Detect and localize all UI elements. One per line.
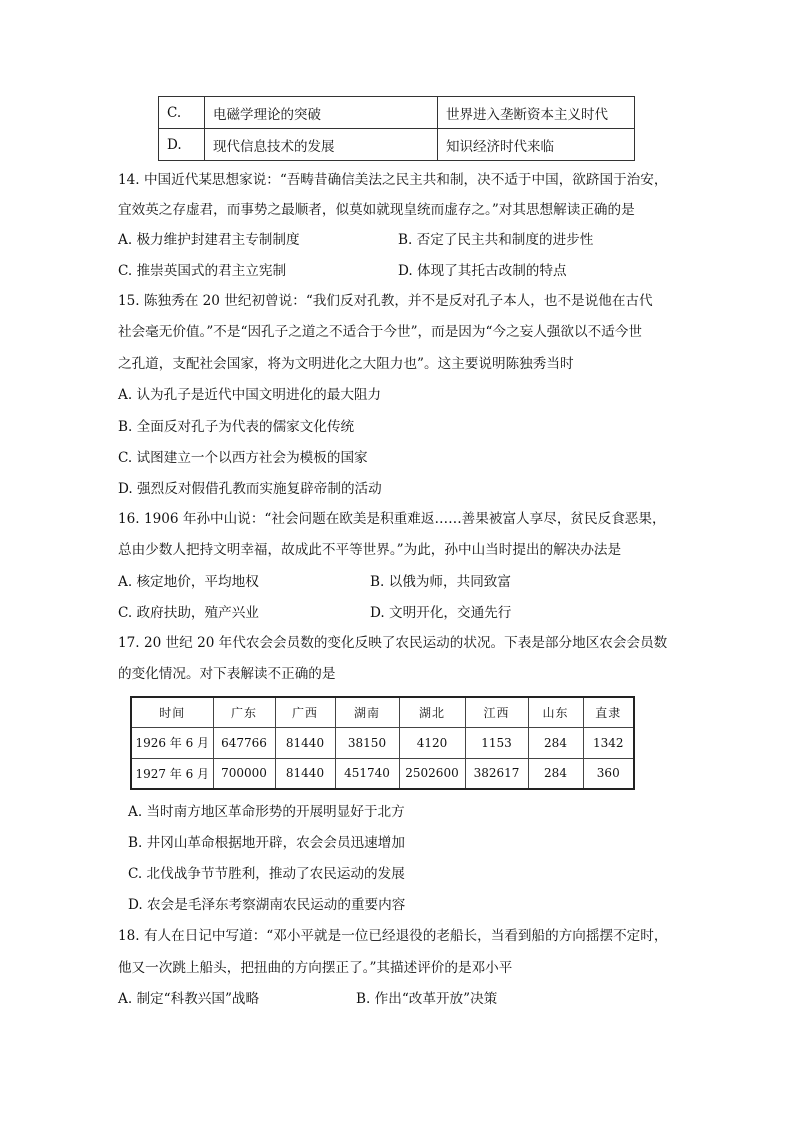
q14-stem-line-2: 宜效英之存虚君，而事势之最顺者，似莫如就现皇统而虚存之。”对其思想解读正确的是 (118, 202, 635, 218)
q14-option-d: D. 体现了其托古改制的特点 (398, 263, 567, 279)
peasant-association-table (130, 696, 635, 790)
column-header: 直隶 (583, 697, 634, 727)
table-row (159, 129, 635, 161)
q14-option-c: C. 推崇英国式的君主立宪制 (118, 263, 287, 279)
q14-stem-line-1: 14. 中国近代某思想家说：“吾畴昔确信美法之民主共和制，决不适于中国，欲跻国于治安， (118, 172, 668, 188)
q17-option-d: D. 农会是毛泽东考察湖南农民运动的重要内容 (128, 897, 406, 913)
q15-option-b: B. 全面反对孔子为代表的儒家文化传统 (118, 419, 355, 435)
q15-option-a: A. 认为孔子是近代中国文明进化的最大阻力 (118, 387, 382, 403)
q16-stem-line-2: 总由少数人把持文明幸福，故成此不平等世界。”为此，孙中山当时提出的解决办法是 (118, 542, 622, 558)
column-header: 时间 (131, 697, 213, 727)
column-header: 江西 (465, 697, 528, 727)
q16-option-d: D. 文明开化，交通先行 (370, 605, 512, 621)
table-cell: 647766 (213, 727, 275, 758)
option-letter-cell: D. (159, 129, 205, 161)
table-cell: 1926 年 6 月 (131, 727, 213, 758)
q15-stem-line-2: 社会毫无价值。”不是“因孔子之道之不适合于今世”，而是因为“今之妄人强欲以不适今世 (118, 324, 642, 340)
table-cell: 382617 (465, 758, 528, 789)
q15-stem-line-3: 之孔道，支配社会国家，将为文明进化之大阻力也”。这主要说明陈独秀当时 (118, 356, 574, 372)
table-cell: 81440 (275, 758, 335, 789)
table-cell: 4120 (399, 727, 465, 758)
q15-stem-line-1: 15. 陈独秀在 20 世纪初曾说：“我们反对孔教，并不是反对孔子本人，也不是说他在古代 (118, 293, 653, 309)
q14-option-a: A. 极力维护封建君主专制制度 (118, 232, 300, 248)
column-header: 广东 (213, 697, 275, 727)
table-cell: 284 (528, 758, 583, 789)
table-row (131, 758, 634, 789)
table-row (131, 727, 634, 758)
q16-stem-line-1: 16. 1906 年孙中山说：“社会问题在欧美是积重难返……善果被富人享尽，贫民反食恶果， (118, 511, 666, 527)
q16-option-a: A. 核定地价，平均地权 (118, 574, 259, 590)
column-header: 广西 (275, 697, 335, 727)
table-cell: 700000 (213, 758, 275, 789)
q18-stem-line-1: 18. 有人在日记中写道：“邓小平就是一位已经退役的老船长，当看到船的方向摇摆不定时， (118, 928, 668, 944)
option-letter-cell: C. (159, 97, 205, 129)
table-cell: 81440 (275, 727, 335, 758)
table-row (159, 97, 635, 129)
q17-stem-line-2: 的变化情况。对下表解读不正确的是 (118, 666, 336, 682)
column-header: 湖南 (335, 697, 399, 727)
q17-option-a: A. 当时南方地区革命形势的开展明显好于北方 (128, 804, 405, 820)
effect-cell: 世界进入垄断资本主义时代 (438, 97, 635, 129)
q15-option-d: D. 强烈反对假借孔教而实施复辟帝制的活动 (118, 481, 382, 497)
table-cell: 1342 (583, 727, 634, 758)
table-cell: 451740 (335, 758, 399, 789)
table-cell: 1927 年 6 月 (131, 758, 213, 789)
q18-option-a: A. 制定“科教兴国”战略 (118, 991, 260, 1007)
item-cell: 现代信息技术的发展 (205, 129, 438, 161)
column-header: 湖北 (399, 697, 465, 727)
table-cell: 360 (583, 758, 634, 789)
table-header-row (131, 697, 634, 727)
table-cell: 1153 (465, 727, 528, 758)
q18-option-b: B. 作出“改革开放”决策 (356, 991, 498, 1007)
q14-option-b: B. 否定了民主共和制度的进步性 (398, 232, 594, 248)
q17-option-c: C. 北伐战争节节胜利，推动了农民运动的发展 (128, 866, 405, 882)
q18-stem-line-2: 他又一次跳上船头，把扭曲的方向摆正了。”其描述评价的是邓小平 (118, 960, 513, 976)
table-cell: 284 (528, 727, 583, 758)
effect-cell: 知识经济时代来临 (438, 129, 635, 161)
table-cell: 2502600 (399, 758, 465, 789)
q15-option-c: C. 试图建立一个以西方社会为模板的国家 (118, 450, 368, 466)
table-cell: 38150 (335, 727, 399, 758)
item-cell: 电磁学理论的突破 (205, 97, 438, 129)
answer-options-table (158, 96, 635, 161)
column-header: 山东 (528, 697, 583, 727)
q17-stem-line-1: 17. 20 世纪 20 年代农会会员数的变化反映了农民运动的状况。下表是部分地区农会会员数 (118, 635, 668, 651)
q16-option-c: C. 政府扶助，殖产兴业 (118, 605, 259, 621)
q16-option-b: B. 以俄为师，共同致富 (370, 574, 511, 590)
q17-option-b: B. 井冈山革命根据地开辟，农会会员迅速增加 (128, 835, 405, 851)
